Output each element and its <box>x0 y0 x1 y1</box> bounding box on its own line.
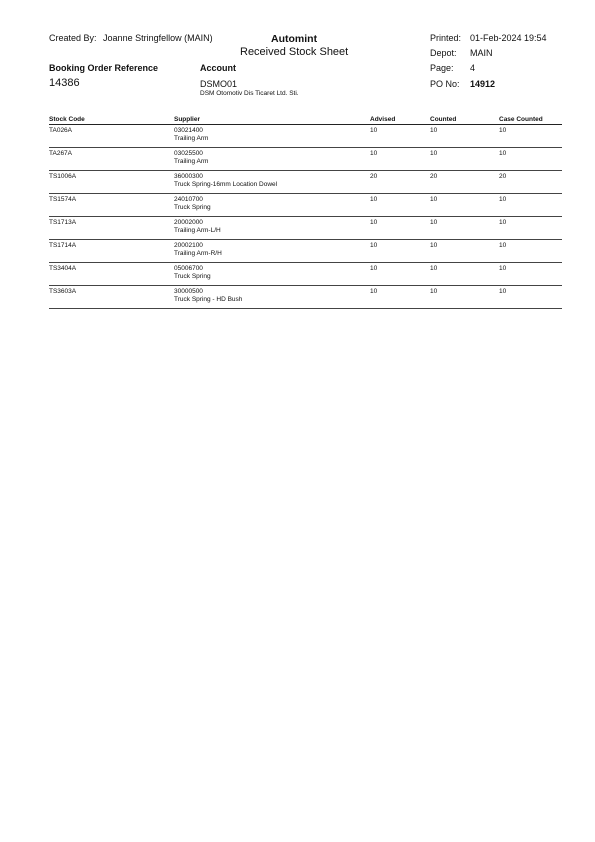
supplier-cell <box>174 263 370 286</box>
supplier-code: 05006700 <box>174 265 203 272</box>
supplier-cell <box>174 194 370 217</box>
supplier-code: 03025500 <box>174 150 203 157</box>
printed-value: 01-Feb-2024 19:54 <box>470 33 547 43</box>
supplier-cell <box>174 217 370 240</box>
advised-cell: 10 <box>370 194 430 217</box>
column-advised: Advised <box>370 114 430 125</box>
table-header-row <box>49 114 562 125</box>
counted-cell: 10 <box>430 148 499 171</box>
stock-code-cell: TS1713A <box>49 217 174 240</box>
depot-value: MAIN <box>470 48 493 58</box>
supplier-cell <box>174 171 370 194</box>
advised-cell: 10 <box>370 148 430 171</box>
company-name: Automint <box>271 33 318 45</box>
case-counted-cell: 10 <box>499 286 562 309</box>
stock-table <box>49 114 562 309</box>
po-label: PO No: <box>430 79 460 89</box>
table-row <box>49 240 562 263</box>
po-number: 14912 <box>470 79 496 89</box>
case-counted-cell: 10 <box>499 240 562 263</box>
table-row <box>49 263 562 286</box>
column-supplier: Supplier <box>174 114 370 125</box>
page-label: Page: <box>430 63 454 73</box>
counted-cell: 20 <box>430 171 499 194</box>
supplier-description: Truck Spring <box>174 272 211 280</box>
advised-cell: 10 <box>370 263 430 286</box>
counted-cell: 10 <box>430 263 499 286</box>
advised-cell: 10 <box>370 125 430 148</box>
stock-code-cell: TS3404A <box>49 263 174 286</box>
stock-code-cell: TS1574A <box>49 194 174 217</box>
advised-cell: 10 <box>370 286 430 309</box>
counted-cell: 10 <box>430 240 499 263</box>
case-counted-cell: 10 <box>499 217 562 240</box>
supplier-description: Trailing Arm-R/H <box>174 249 222 257</box>
case-counted-cell: 10 <box>499 194 562 217</box>
stock-code-cell: TA267A <box>49 148 174 171</box>
printed-label: Printed: <box>430 33 462 43</box>
supplier-cell <box>174 148 370 171</box>
supplier-description: Truck Spring <box>174 203 211 211</box>
supplier-description: Truck Spring-16mm Location Dowel <box>174 180 278 188</box>
column-case-counted: Case Counted <box>499 114 562 125</box>
supplier-code: 20002000 <box>174 219 203 226</box>
supplier-description: Truck Spring - HD Bush <box>174 295 243 303</box>
sheet-title: Received Stock Sheet <box>240 46 349 58</box>
supplier-code: 20002100 <box>174 242 203 249</box>
page-number: 4 <box>470 63 476 73</box>
stock-code-cell: TS3603A <box>49 286 174 309</box>
supplier-cell <box>174 125 370 148</box>
account-label: Account <box>200 63 236 73</box>
supplier-description: Trailing Arm <box>174 157 209 165</box>
column-stock-code: Stock Code <box>49 114 174 125</box>
supplier-description: Trailing Arm-L/H <box>174 226 221 234</box>
stock-code-cell: TA026A <box>49 125 174 148</box>
supplier-code: 03021400 <box>174 127 203 134</box>
case-counted-cell: 20 <box>499 171 562 194</box>
supplier-cell <box>174 240 370 263</box>
supplier-cell <box>174 286 370 309</box>
case-counted-cell: 10 <box>499 125 562 148</box>
stock-code-cell: TS1714A <box>49 240 174 263</box>
counted-cell: 10 <box>430 125 499 148</box>
advised-cell: 10 <box>370 217 430 240</box>
counted-cell: 10 <box>430 286 499 309</box>
counted-cell: 10 <box>430 217 499 240</box>
supplier-description: Trailing Arm <box>174 134 209 142</box>
booking-reference-label: Booking Order Reference <box>49 63 159 73</box>
supplier-code: 30000500 <box>174 288 203 295</box>
created-by <box>49 33 213 43</box>
advised-cell: 20 <box>370 171 430 194</box>
created-by-value: Joanne Stringfellow (MAIN) <box>103 33 213 43</box>
table-row <box>49 171 562 194</box>
created-by-label: Created By: <box>49 33 97 43</box>
table-row <box>49 194 562 217</box>
supplier-code: 24010700 <box>174 196 203 203</box>
counted-cell: 10 <box>430 194 499 217</box>
case-counted-cell: 10 <box>499 148 562 171</box>
supplier-code: 36000300 <box>174 173 203 180</box>
table-row <box>49 217 562 240</box>
account-name: DSM Otomotiv Dis Ticaret Ltd. Sti. <box>200 90 299 97</box>
column-counted: Counted <box>430 114 499 125</box>
account-code: DSMO01 <box>200 79 238 89</box>
case-counted-cell: 10 <box>499 263 562 286</box>
table-row <box>49 286 562 309</box>
table-row <box>49 125 562 148</box>
stock-code-cell: TS1006A <box>49 171 174 194</box>
table-row <box>49 148 562 171</box>
depot-label: Depot: <box>430 48 457 58</box>
advised-cell: 10 <box>370 240 430 263</box>
booking-reference-value: 14386 <box>49 77 80 89</box>
